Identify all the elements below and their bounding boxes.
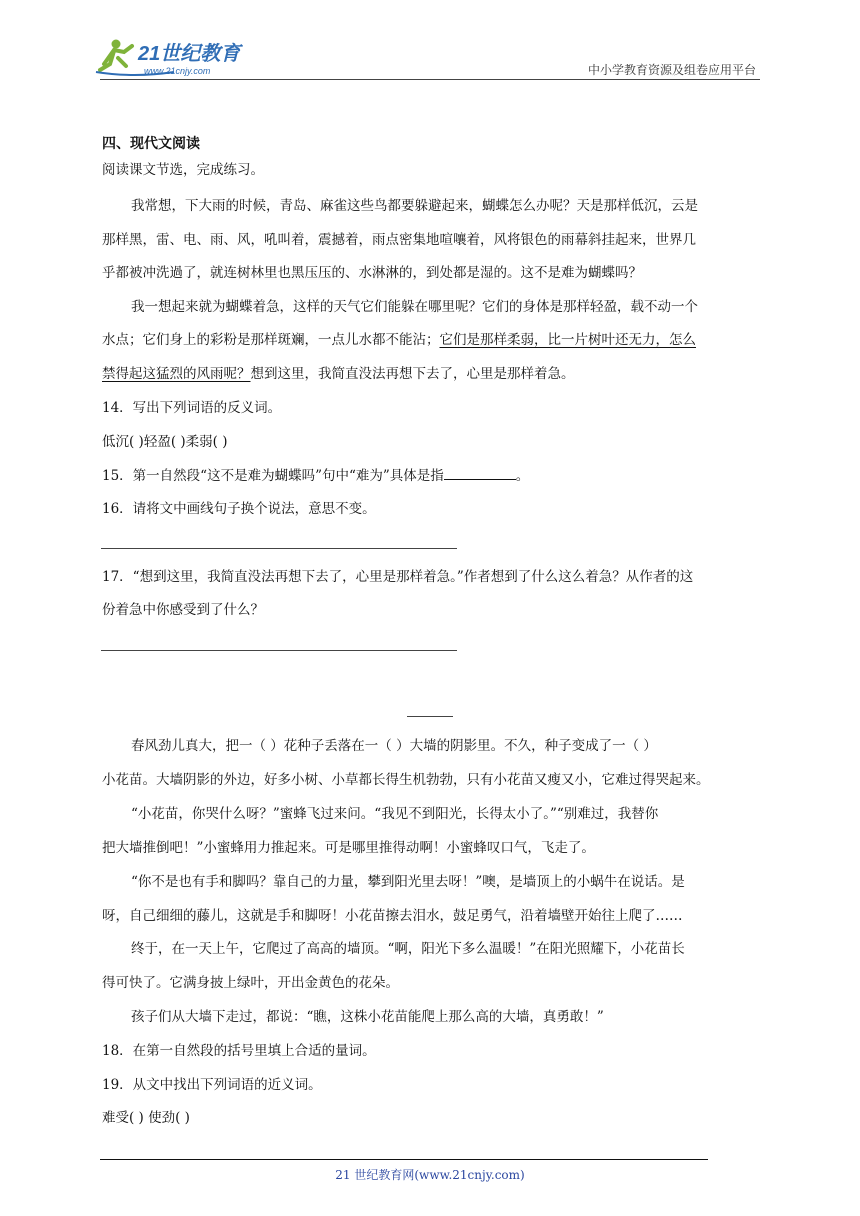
passage2-line: 把大墙推倒吧！”小蜜蜂用力推起来。可是哪里推得动啊！小蜜蜂叹口气，飞走了。	[102, 840, 595, 856]
underlined-sentence: 它们是那样柔弱，比一片树叶还无力，怎么	[439, 332, 696, 348]
question-text: 。	[515, 468, 530, 484]
footer-source: 21 世纪教育网(www.21cnjy.com)	[335, 1168, 525, 1182]
site-logo	[94, 34, 264, 80]
answer-line[interactable]	[101, 650, 457, 651]
passage2-line: 呀，自己细细的藤儿，这就是手和脚呀！小花苗擦去泪水，鼓足勇气，沿着墙壁开始往上爬了……	[102, 908, 683, 924]
passage1-line	[102, 331, 696, 349]
passage1-line	[102, 365, 575, 383]
passage2-line: “你不是也有手和脚吗？靠自己的力量，攀到阳光里去呀！”噢，是墙顶上的小蜗牛在说话。是	[131, 874, 685, 890]
question-14: 14．写出下列词语的反义词。	[102, 400, 282, 416]
question-19-options: 难受( ) 使劲( )	[102, 1110, 190, 1126]
passage1-line: 我常想，下大雨的时候，青岛、麻雀这些鸟都要躲避起来，蝴蝶怎么办呢？天是那样低沉，云是	[131, 198, 698, 214]
question-17: 17．“想到这里，我简直没法再想下去了，心里是那样着急。”作者想到了什么这么着急？从作者的这	[102, 569, 694, 585]
section-instruction: 阅读课文节选，完成练习。	[102, 162, 264, 178]
question-14-options: 低沉( )轻盈( )柔弱( )	[102, 434, 228, 450]
underlined-sentence: 禁得起这猛烈的风雨呢？	[102, 366, 251, 382]
svg-text:21世纪教育: 21世纪教育	[138, 43, 241, 65]
passage2-line: “小花苗，你哭什么呀？”蜜蜂飞过来问。“我见不到阳光，长得太小了。”“别难过，我替你	[131, 806, 659, 822]
passage2-line: 孩子们从大墙下走过，都说：“瞧，这株小花苗能爬上那么高的大墙，真勇敢！”	[131, 1009, 604, 1025]
passage-text: 想到这里，我简直没法再想下去了，心里是那样着急。	[250, 366, 575, 382]
header-divider	[100, 79, 760, 80]
question-19: 19．从文中找出下列词语的近义词。	[102, 1077, 322, 1093]
passage2-line: 小花苗。大墙阴影的外边，好多小树、小草都长得生机勃勃，只有小花苗又瘦又小，它难过得哭起来。	[102, 772, 710, 788]
passage2-line: 终于，在一天上午，它爬过了高高的墙顶。“啊，阳光下多么温暖！”在阳光照耀下，小花苗长	[131, 941, 685, 957]
answer-blank[interactable]	[444, 467, 516, 480]
question-text: 15．第一自然段“这不是难为蝴蝶吗”句中“难为”具体是指	[102, 468, 444, 484]
svg-text:www.21cnjy.com: www.21cnjy.com	[144, 66, 211, 76]
separator-mark	[407, 716, 453, 717]
question-16: 16．请将文中画线句子换个说法，意思不变。	[102, 501, 376, 517]
passage2-line: 得可快了。它满身披上绿叶，开出金黄色的花朵。	[102, 975, 399, 991]
passage-text: 水点；它们身上的彩粉是那样斑斓，一点儿水都不能沾；	[102, 332, 440, 348]
passage1-line: 那样黑，雷、电、雨、风，吼叫着，震撼着，雨点密集地喧嚷着，风将银色的雨幕斜挂起来，世界几	[102, 232, 696, 248]
question-15	[102, 467, 529, 485]
footer-divider	[100, 1159, 708, 1160]
passage2-line: 春风劲儿真大，把一（ ）花种子丢落在一（ ）大墙的阴影里。不久，种子变成了一（ ）	[131, 738, 657, 754]
passage1-line: 我一想起来就为蝴蝶着急，这样的天气它们能躲在哪里呢？它们的身体是那样轻盈，载不动一个	[131, 299, 698, 315]
answer-line[interactable]	[101, 548, 457, 549]
question-18: 18．在第一自然段的括号里填上合适的量词。	[102, 1043, 376, 1059]
platform-title: 中小学教育资源及组卷应用平台	[587, 63, 756, 77]
question-17: 份着急中你感受到了什么？	[102, 602, 264, 618]
section-title: 四、现代文阅读	[102, 136, 200, 152]
passage1-line: 乎都被冲洗過了，就连树林里也黑压压的、水淋淋的，到处都是湿的。这不是难为蝴蝶吗？	[102, 265, 642, 281]
